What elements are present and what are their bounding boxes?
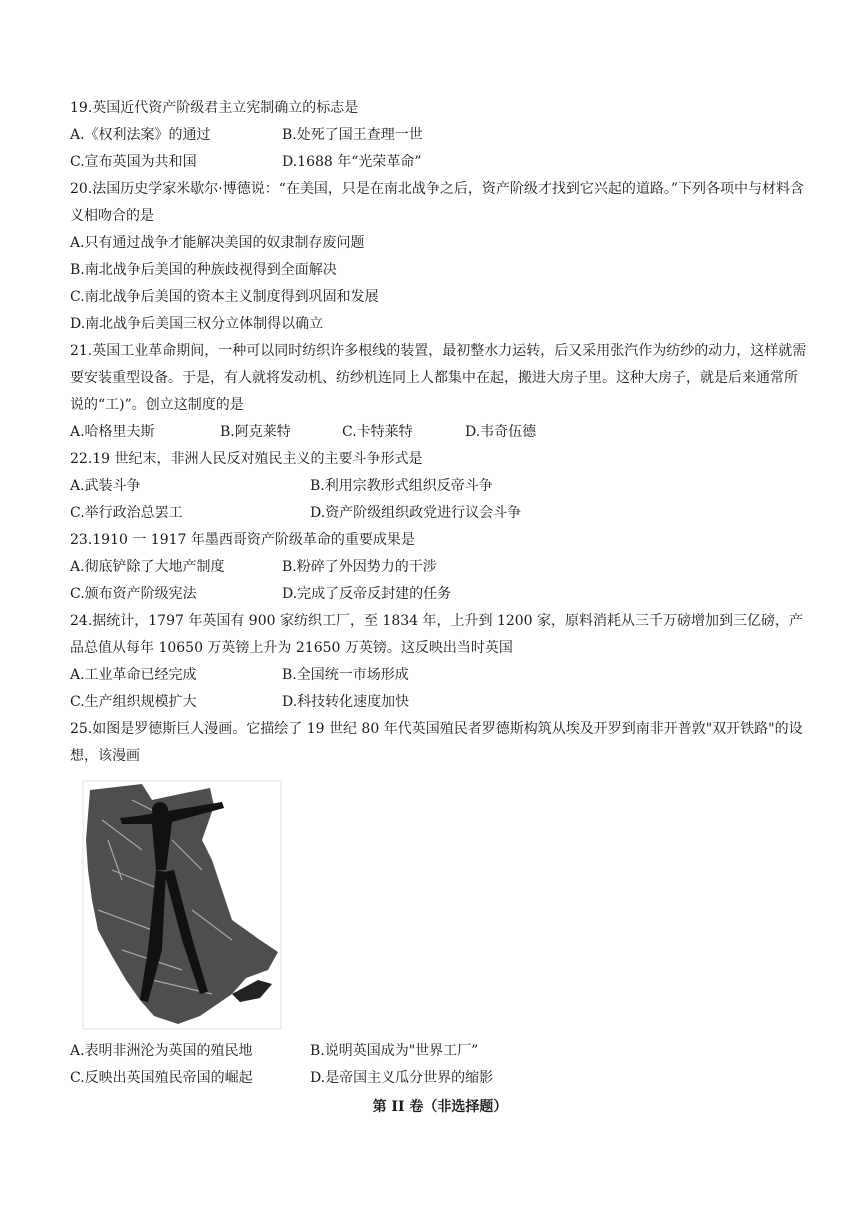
q24-option-b: B.全国统一市场形成: [282, 667, 409, 683]
rhodes-colossus-illustration: [82, 780, 282, 1030]
q19-option-d: D.1688 年“光荣革命”: [282, 154, 422, 170]
q20-option-a: A.只有通过战争才能解决美国的奴隶制存废问题: [70, 235, 365, 251]
q24-option-c: C.生产组织规模扩大: [70, 694, 197, 710]
q22-option-b: B.利用宗教形式组织反帝斗争: [310, 478, 493, 494]
q23-option-b: B.粉碎了外因势力的干涉: [282, 559, 437, 575]
q20-option-d: D.南北战争后美国三权分立体制得以确立: [70, 316, 324, 332]
q25-options-row1: [70, 1038, 810, 1065]
exam-page: [70, 95, 810, 1121]
q21-option-a: A.哈格里夫斯: [70, 424, 155, 440]
q24-options-row1: [70, 662, 810, 689]
q19-options-row2: [70, 149, 810, 176]
q19-option-b: B.处死了国王查理一世: [282, 127, 423, 143]
q22-option-a: A.武装斗争: [70, 478, 141, 494]
q23-option-c: C.颁布资产阶级宪法: [70, 586, 197, 602]
q23-options-row2: [70, 581, 810, 608]
q24-option-a: A.工业革命已经完成: [70, 667, 197, 683]
section-title: 第 II 卷（非选择题）: [372, 1099, 508, 1115]
q23-options-row1: [70, 554, 810, 581]
q22-option-d: D.资产阶级组织政党进行议会斗争: [310, 505, 522, 521]
q20-stem: 20.法国历史学家米歇尔·博德说：“在美国，只是在南北战争之后，资产阶级才找到它兴起的道路。”下列各项中与材料含义相吻合的是: [70, 181, 805, 224]
q20-option-c: C.南北战争后美国的资本主义制度得到巩固和发展: [70, 289, 379, 305]
q19-option-a: A.《权利法案》的通过: [70, 127, 211, 143]
q25-option-b: B.说明英国成为"世界工厂”: [310, 1043, 479, 1059]
q23-stem: 23.1910 一 1917 年墨西哥资产阶级革命的重要成果是: [70, 532, 415, 548]
q19-stem: 19.英国近代资产阶级君主立宪制确立的标志是: [70, 100, 359, 116]
q22-options-row1: [70, 473, 810, 500]
q25-options-row2: [70, 1065, 810, 1092]
q22-stem: 22.19 世纪末，非洲人民反对殖民主义的主要斗争形式是: [70, 451, 423, 467]
q19-options-row1: [70, 122, 810, 149]
q21-option-c: C.卡特莱特: [342, 424, 413, 440]
q22-option-c: C.举行政治总罢工: [70, 505, 183, 521]
q24-options-row2: [70, 689, 810, 716]
q24-stem: 24.据统计，1797 年英国有 900 家纺织工厂，至 1834 年，上升到 1200 家，原料消耗从三千万磅增加到三亿磅，产品总值从每年 10650 万英镑上升为 21650 万英镑。这反映出当时英国: [70, 613, 804, 656]
q21-options: [70, 419, 810, 446]
q19-option-c: C.宣布英国为共和国: [70, 154, 197, 170]
q21-option-d: D.韦奇伍德: [465, 424, 537, 440]
q25-option-a: A.表明非洲沦为英国的殖民地: [70, 1043, 253, 1059]
rhodes-colossus-cartoon: [82, 780, 282, 1030]
q24-option-d: D.科技转化速度加快: [282, 694, 410, 710]
q20-option-b: B.南北战争后美国的种族歧视得到全面解决: [70, 262, 337, 278]
q23-option-d: D.完成了反帝反封建的任务: [282, 586, 452, 602]
q21-option-b: B.阿克莱特: [220, 424, 291, 440]
q22-options-row2: [70, 500, 810, 527]
q25-option-c: C.反映出英国殖民帝国的崛起: [70, 1070, 253, 1086]
q21-stem: 21.英国工业革命期间，一种可以同时纺织许多根线的装置，最初整水力运转，后又采用张汽作为纺纱的动力，这样就需要安装重型设备。于是，有人就将发动机、纺纱机连同上人都集中在起，搬进大房子里。这种大房子，就是后来通常所说的“工)”。创立这制度的是: [70, 343, 807, 413]
q25-stem: 25.如图是罗德斯巨人漫画。它描绘了 19 世纪 80 年代英国殖民者罗德斯构筑从埃及开罗到南非开普敦"双开铁路"的设想，该漫画: [70, 721, 803, 764]
q25-option-d: D.是帝国主义瓜分世界的缩影: [310, 1070, 494, 1086]
q23-option-a: A.彻底铲除了大地产制度: [70, 559, 225, 575]
